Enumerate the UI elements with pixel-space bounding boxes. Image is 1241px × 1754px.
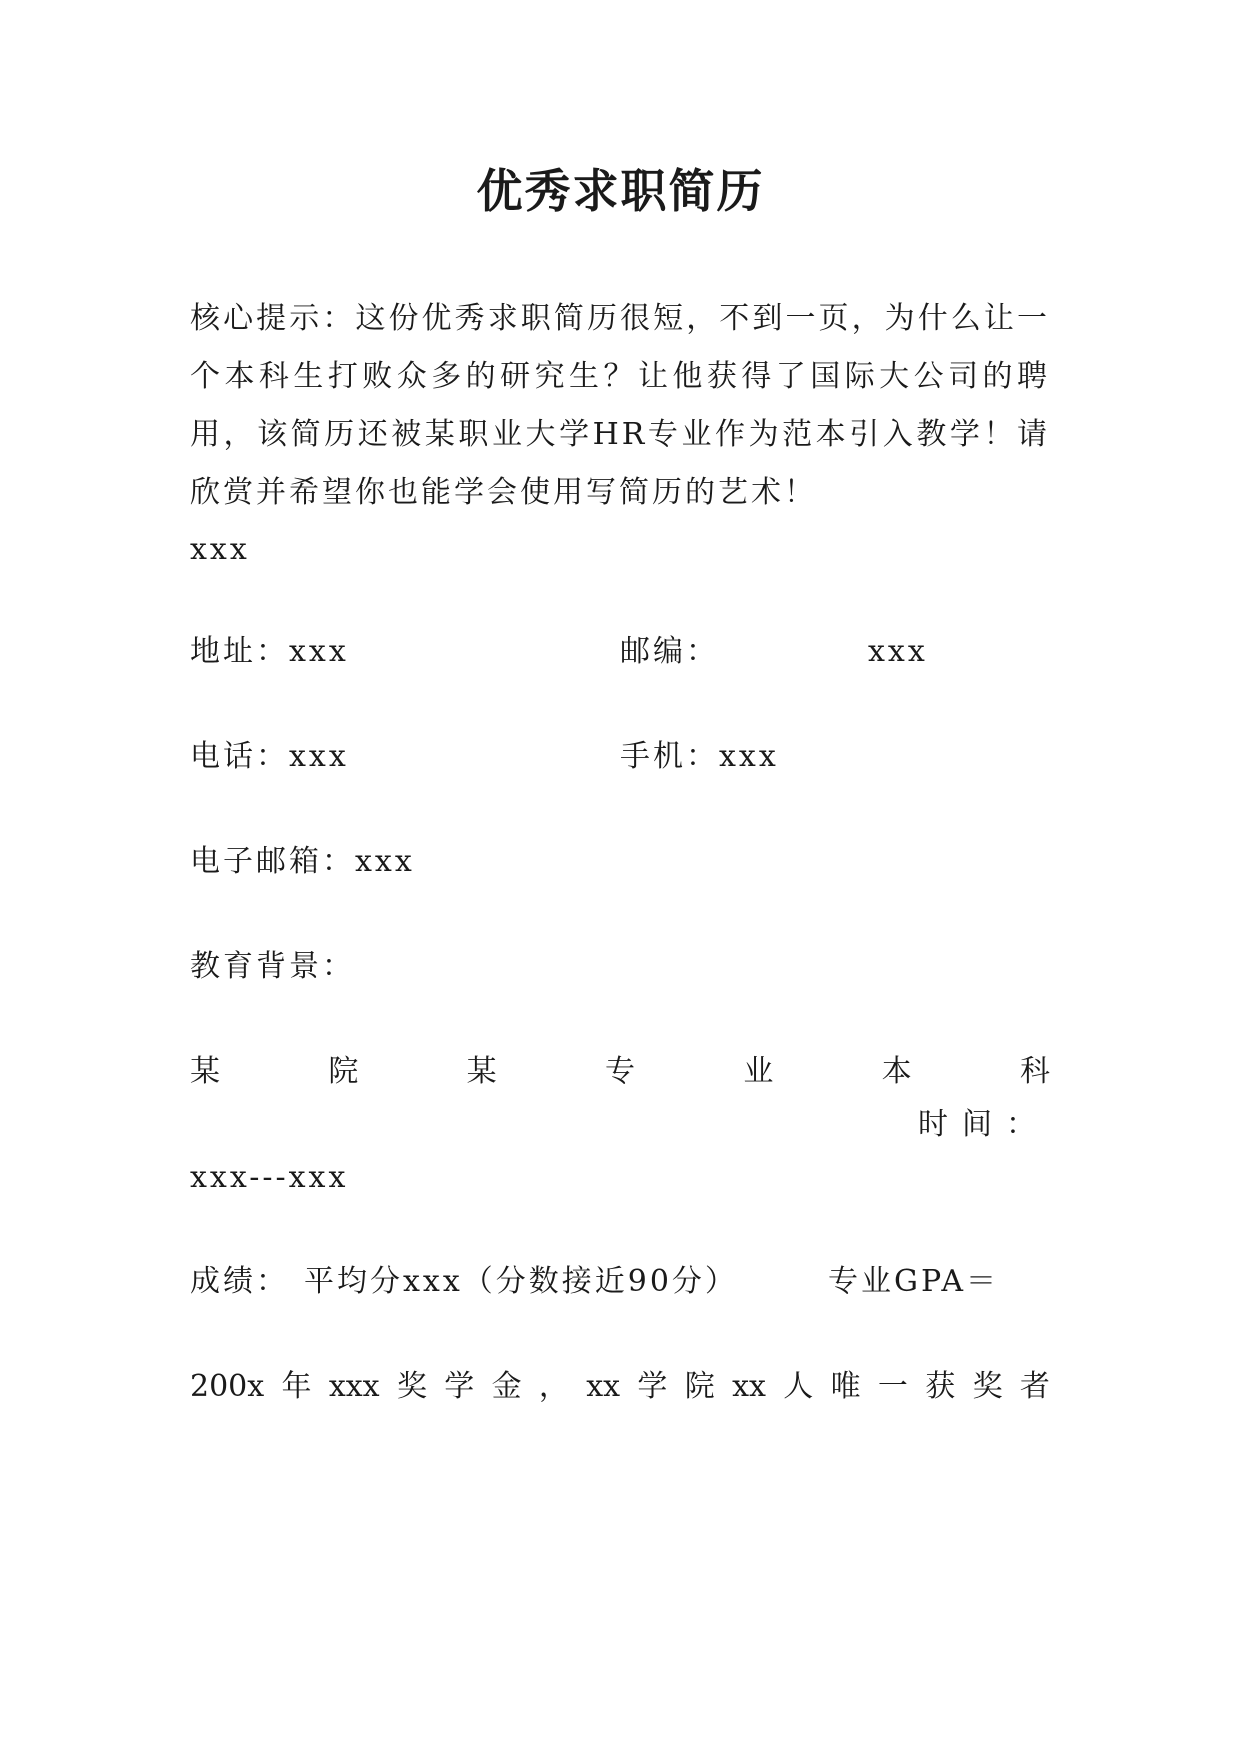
scholarship-token: 者 bbox=[1019, 1369, 1050, 1404]
scholarship-token: 年 bbox=[281, 1369, 312, 1404]
candidate-name: xxx bbox=[190, 532, 250, 567]
grades-label: 成绩： bbox=[190, 1264, 289, 1299]
scholarship-token: 人 bbox=[783, 1369, 814, 1404]
education-char: 专 bbox=[604, 1054, 635, 1089]
education-char: 院 bbox=[328, 1054, 359, 1089]
scholarship-token: 奖 bbox=[396, 1369, 427, 1404]
scholarship-token: 奖 bbox=[972, 1369, 1003, 1404]
mobile-line: 手机：xxx bbox=[620, 739, 779, 774]
time-label: 时间： bbox=[918, 1107, 1050, 1142]
grades-value: 平均分xxx（分数接近90分） bbox=[304, 1264, 738, 1299]
scholarship-token: 获 bbox=[925, 1369, 956, 1404]
email-line: 电子邮箱：xxx bbox=[190, 844, 415, 879]
time-value: xxx---xxx bbox=[190, 1160, 349, 1195]
address-line: 地址：xxx bbox=[190, 634, 349, 669]
postcode-label: 邮编： bbox=[620, 634, 719, 669]
scholarship-line bbox=[190, 1367, 1050, 1407]
scholarship-token: 金 bbox=[491, 1369, 522, 1404]
postcode-value: xxx bbox=[868, 634, 928, 669]
scholarship-token: xx bbox=[732, 1369, 766, 1404]
education-char: 业 bbox=[743, 1054, 774, 1089]
education-heading: 教育背景： bbox=[190, 949, 355, 984]
education-line bbox=[190, 1052, 1050, 1092]
scholarship-token: 200x bbox=[190, 1369, 265, 1404]
education-char: 科 bbox=[1019, 1054, 1050, 1089]
education-char: 本 bbox=[881, 1054, 912, 1089]
scholarship-token: 学 bbox=[444, 1369, 475, 1404]
scholarship-token: xx bbox=[586, 1369, 621, 1404]
education-char: 某 bbox=[466, 1054, 497, 1089]
scholarship-token: 学 bbox=[637, 1369, 668, 1404]
scholarship-token: 唯 bbox=[830, 1369, 861, 1404]
phone-line: 电话：xxx bbox=[190, 739, 349, 774]
intro-paragraph: 核心提示：这份优秀求职简历很短，不到一页，为什么让一个本科生打败众多的研究生？让他获得了国际大公司的聘用，该简历还被某职业大学HR专业作为范本引入教学！请欣赏并希望你也能学会使用写简历的艺术！ bbox=[190, 301, 1050, 510]
document-title: 优秀求职简历 bbox=[476, 164, 765, 218]
scholarship-token: 院 bbox=[684, 1369, 715, 1404]
scholarship-token: ， bbox=[538, 1369, 569, 1404]
scholarship-token: xxx bbox=[328, 1369, 380, 1404]
scholarship-token: 一 bbox=[877, 1369, 908, 1404]
education-char: 某 bbox=[190, 1054, 220, 1089]
gpa-label: 专业GPA＝ bbox=[828, 1264, 1000, 1299]
